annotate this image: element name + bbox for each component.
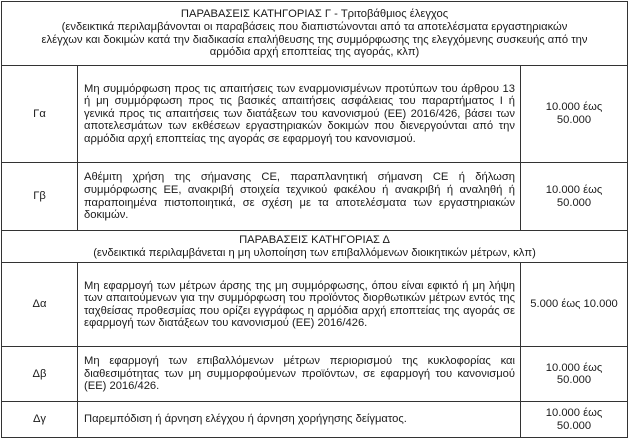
- table-row: [2, 402, 628, 438]
- table-row: [2, 163, 628, 231]
- fine-range: [521, 66, 628, 163]
- fine-range: [521, 347, 628, 402]
- violation-description: Μη συμμόρφωση προς τις απαιτήσεις των εναρμονισμένων προτύπων του άρθρου 13 ή μη συμμόρφωση προς τις βασικές απαιτήσεις ασφάλειας του παραρτήματος Ι ή γενικά προς τις απαιτήσεις των διατάξεων του κανονισμού (ΕΕ) 2016/426, βάσει των αποτελεσμάτων των εκθέσεων εργαστηριακών δοκιμών που διενεργούνται από την αρμόδια αρχή εποπτείας της αγοράς σε εφαρμογή του κανονισμού.: [78, 66, 521, 163]
- category-subtitle-line: (ενδεικτικά περιλαμβάνονται οι παραβάσεις που διαπιστώνονται από τα αποτελέσματα εργαστηριακών: [61, 20, 568, 33]
- fine-range: [521, 402, 628, 438]
- fine-range: [521, 263, 628, 347]
- category-header-row: [2, 2, 628, 66]
- fine-range-line: 10.000 έως: [545, 407, 603, 420]
- violation-code: Γα: [2, 66, 78, 163]
- violation-code: Δγ: [2, 402, 78, 438]
- category-header: [2, 231, 628, 263]
- violation-code: Γβ: [2, 163, 78, 231]
- fine-range-line: 10.000 έως: [545, 183, 603, 196]
- violation-description: Μη εφαρμογή των επιβαλλόμενων μέτρων περιορισμού της κυκλοφορίας και διαθεσιμότητας των μη συμμορφούμενων προϊόντων, σε εφαρμογή του κανονισμού (ΕΕ) 2016/426.: [78, 347, 521, 402]
- violation-description: Παρεμπόδιση ή άρνηση ελέγχου ή άρνηση χορήγησης δείγματος.: [78, 402, 521, 438]
- fine-range: [521, 163, 628, 231]
- table-row: [2, 347, 628, 402]
- fine-range-line: 50.000: [556, 114, 592, 126]
- fine-range-line: 10.000 έως: [545, 101, 603, 114]
- category-subtitle-line: (ενδεικτικά περιλαμβάνεται η μη υλοποίηση των επιβαλλόμενων διοικητικών μέτρων, κλπ): [93, 246, 536, 259]
- category-title: ΠΑΡΑΒΑΣΕΙΣ ΚΑΤΗΓΟΡΙΑΣ Δ: [239, 234, 390, 246]
- violation-code: Δα: [2, 263, 78, 347]
- category-subtitle-line: αρμόδια αρχή εποπτείας της αγοράς, κλπ): [209, 46, 420, 59]
- category-header-row: [2, 231, 628, 263]
- fine-range-line: 50.000: [556, 196, 592, 209]
- table-row: [2, 66, 628, 163]
- violation-description: Μη εφαρμογή των μέτρων άρσης της μη συμμόρφωσης, όπου είναι εφικτό ή μη λήψη των απαιτούμενων για την συμμόρφωση του προϊόντος διορθωτικών μέτρων εντός της ταχθείσας προθεσμίας που ορίζει εγγράφως η αρμόδια αρχή εποπτείας της αγοράς σε εφαρμογή των διατάξεων του κανονισμού (ΕΕ) 2016/426.: [78, 263, 521, 347]
- fine-range-line: 50.000: [556, 419, 592, 432]
- category-title: ΠΑΡΑΒΑΣΕΙΣ ΚΑΤΗΓΟΡΙΑΣ Γ - Τριτοβάθμιος έλεγχος: [180, 8, 449, 21]
- category-header: [2, 2, 628, 66]
- category-subtitle-line: ελέγχων και δοκιμών κατά την διαδικασία επαλήθευσης της συμμόρφωσης της ελεγχόμενης συσκευής από την: [41, 33, 588, 46]
- violation-description: Αθέμιτη χρήση της σήμανσης CE, παραπλανητική σήμανση CE ή δήλωση συμμόρφωσης ΕΕ, ανακριβή στοιχεία τεχνικού φακέλου ή ανακριβή ή αναληθή ή παραποιημένα πιστοποιητικά, σε σχέση με τα αποτελέσματα των εργαστηριακών δοκιμών.: [78, 163, 521, 231]
- fine-range-line: 10.000 έως: [545, 361, 603, 374]
- penalties-table: [1, 1, 628, 438]
- fine-range-line: 5.000 έως 10.000: [530, 298, 618, 311]
- violation-code: Δβ: [2, 347, 78, 402]
- table-row: [2, 263, 628, 347]
- fine-range-line: 50.000: [556, 374, 592, 387]
